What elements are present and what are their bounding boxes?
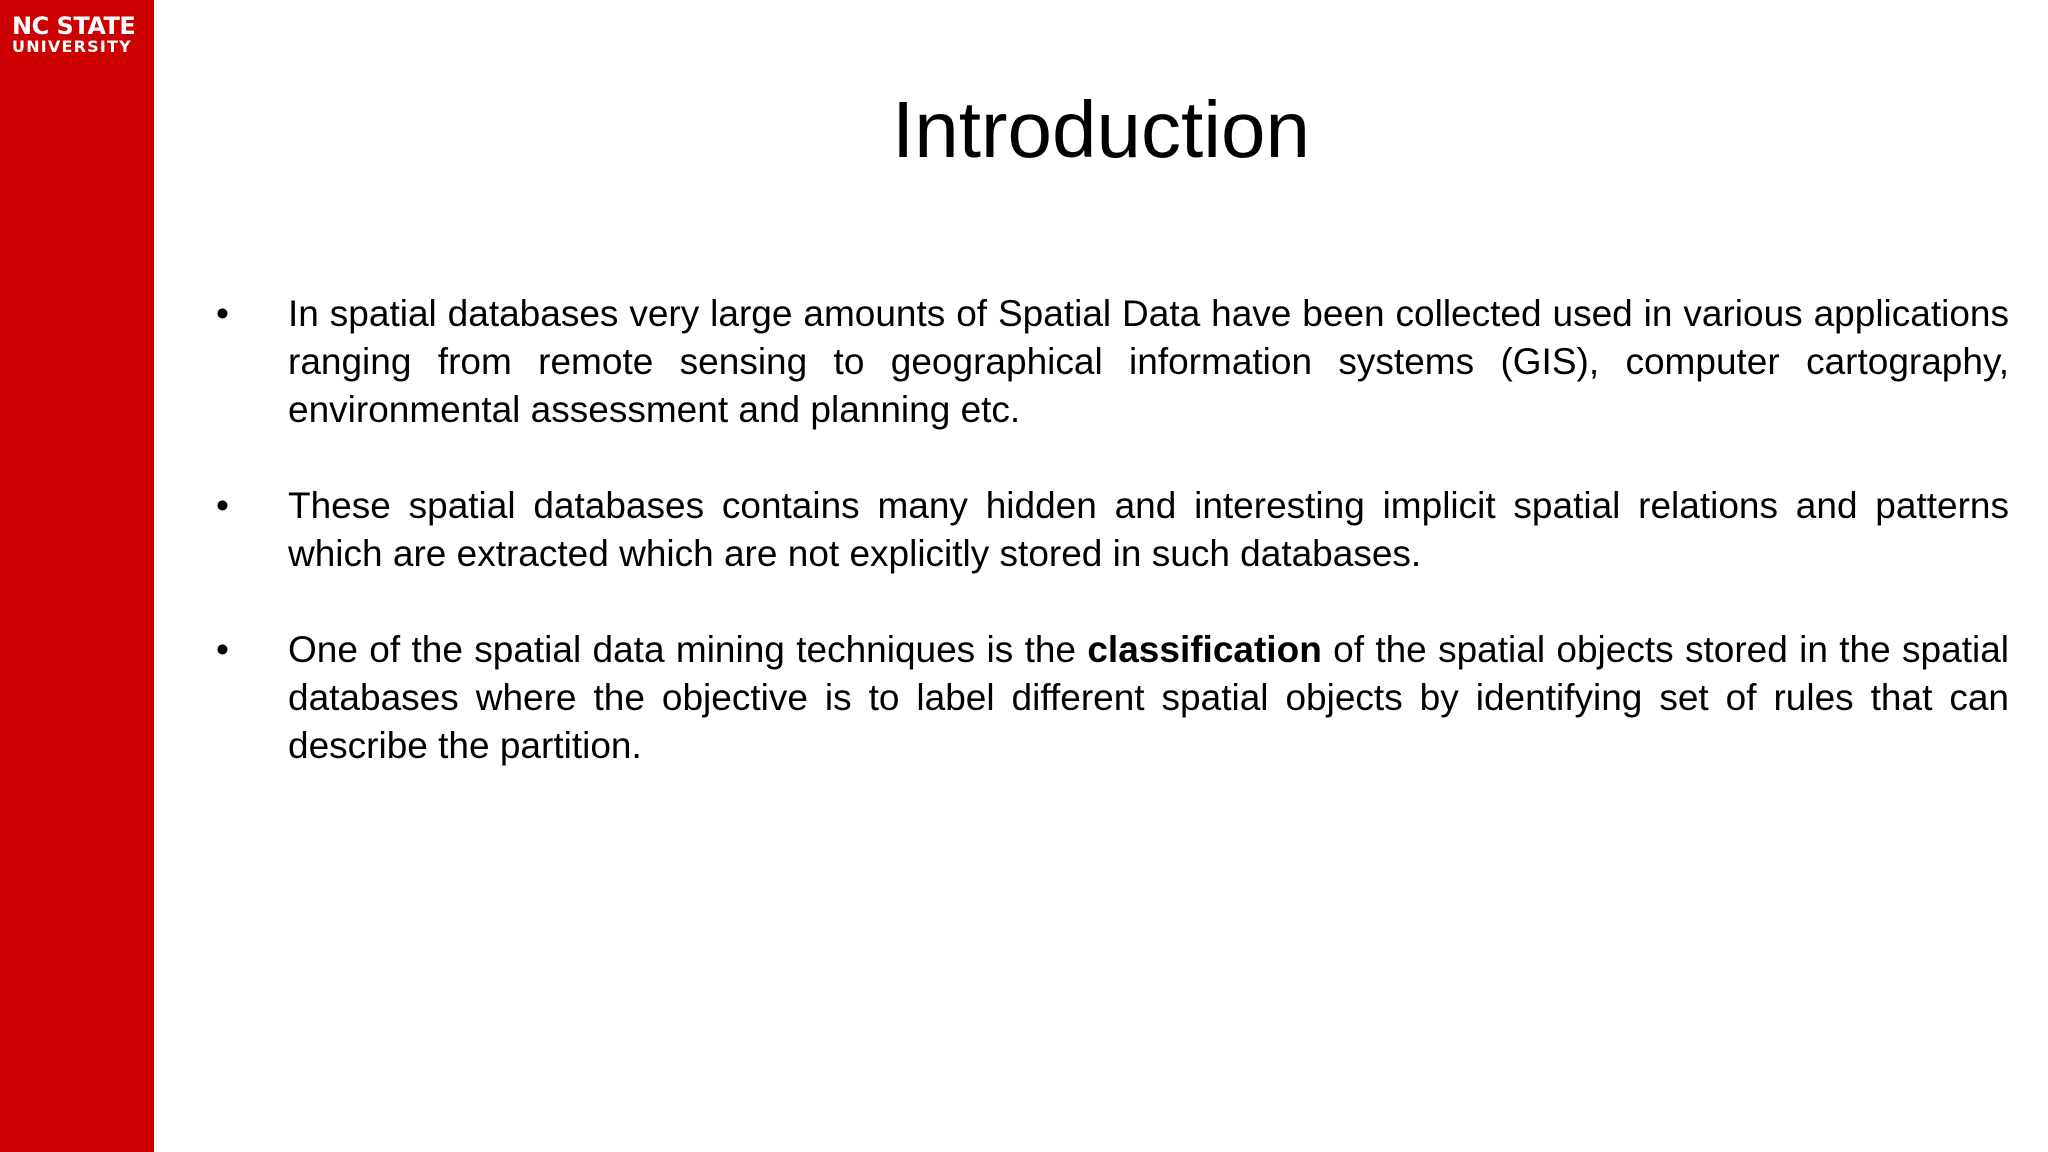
nc-state-logo <box>12 14 135 55</box>
bullet-text-emphasis: classification <box>1087 629 1322 670</box>
bullet-text: In spatial databases very large amounts of Spatial Data have been collected used in various applications ranging from remote sensing to geographical information systems (GIS), computer cartography, environmental assessment and planning etc. <box>288 293 2009 430</box>
bullet-icon: • <box>216 629 229 670</box>
bullet-item-2 <box>212 482 2009 578</box>
bullet-icon: • <box>216 293 229 334</box>
bullet-text-after: of the spatial objects stored in the spatial databases where the objective is to label different spatial objects by identifying set of rules that can describe the partition. <box>288 629 2009 766</box>
bullet-text: These spatial databases contains many hidden and interesting implicit spatial relations and patterns which are extracted which are not explicitly stored in such databases. <box>288 485 2009 574</box>
bullet-text-before: One of the spatial data mining techniques is the <box>288 629 1088 670</box>
logo-line-1: NC STATE <box>12 12 136 40</box>
bullet-item-3 <box>212 626 2009 770</box>
slide-title: Introduction <box>891 85 1311 174</box>
sidebar-band <box>0 0 154 1152</box>
bullet-icon: • <box>216 485 229 526</box>
logo-line-2: UNIVERSITY <box>12 37 132 56</box>
bullet-item-1 <box>212 290 2009 434</box>
bullet-list <box>212 290 2009 818</box>
